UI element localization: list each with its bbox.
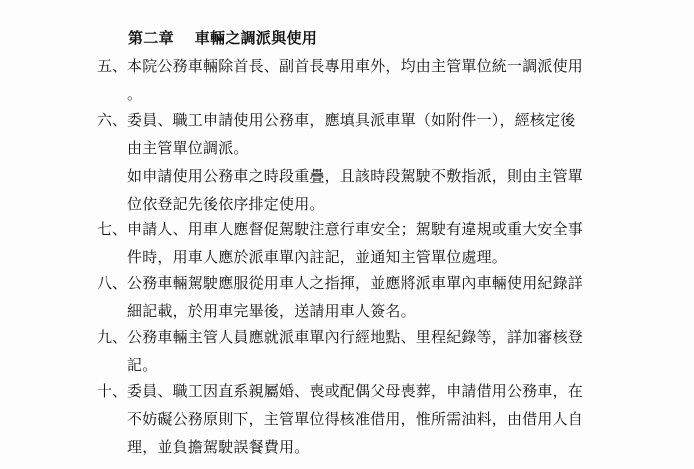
- article-line: 。: [127, 85, 143, 103]
- chapter-title: 第二章 車輛之調派與使用: [128, 29, 318, 47]
- article-subparagraph-line: 如申請使用公務車之時段重疊，且該時段駕駛不敷指派，則由主管單: [127, 167, 584, 185]
- article-number: 十、: [97, 382, 128, 400]
- article-line: 由主管單位調派。: [127, 139, 249, 157]
- article-number: 九、: [97, 328, 128, 346]
- article-6: [97, 106, 617, 218]
- article-5: [97, 52, 617, 108]
- article-number: 七、: [97, 220, 128, 238]
- article-line: 委員、職工因直系親屬婚、喪或配偶父母喪葬，申請借用公務車，在: [127, 382, 584, 400]
- article-line: 細記載，於用車完畢後，送請用車人簽名。: [127, 302, 416, 320]
- article-9: [97, 323, 617, 379]
- article-line: 件時，用車人應於派車單內註記，並通知主管單位處理。: [127, 248, 508, 266]
- article-number: 六、: [97, 111, 128, 129]
- article-8: [97, 269, 617, 325]
- article-line: 不妨礙公務原則下，主管單位得核准借用，惟所需油料，由借用人自: [127, 410, 584, 428]
- article-number: 八、: [97, 274, 128, 292]
- article-10: [97, 377, 617, 461]
- article-line: 公務車輛駕駛應服從用車人之指揮，並應將派車單內車輛使用紀錄詳: [127, 274, 584, 292]
- article-7: [97, 215, 617, 271]
- article-line: 記。: [127, 356, 158, 374]
- article-line: 委員、職工申請使用公務車，應填具派車單（如附件一），經核定後: [127, 111, 576, 129]
- article-line: 申請人、用車人應督促駕駛注意行車安全；駕駛有違規或重大安全事: [127, 220, 584, 238]
- article-number: 五、: [97, 57, 128, 75]
- article-line: 本院公務車輛除首長、副首長專用車外，均由主管單位統一調派使用: [127, 57, 584, 75]
- article-line: 理，並負擔駕駛誤餐費用。: [127, 438, 310, 456]
- article-line: 公務車輛主管人員應就派車單內行經地點、里程紀錄等，詳加審核登: [127, 328, 584, 346]
- article-subparagraph-line: 位依登記先後依序排定使用。: [127, 195, 325, 213]
